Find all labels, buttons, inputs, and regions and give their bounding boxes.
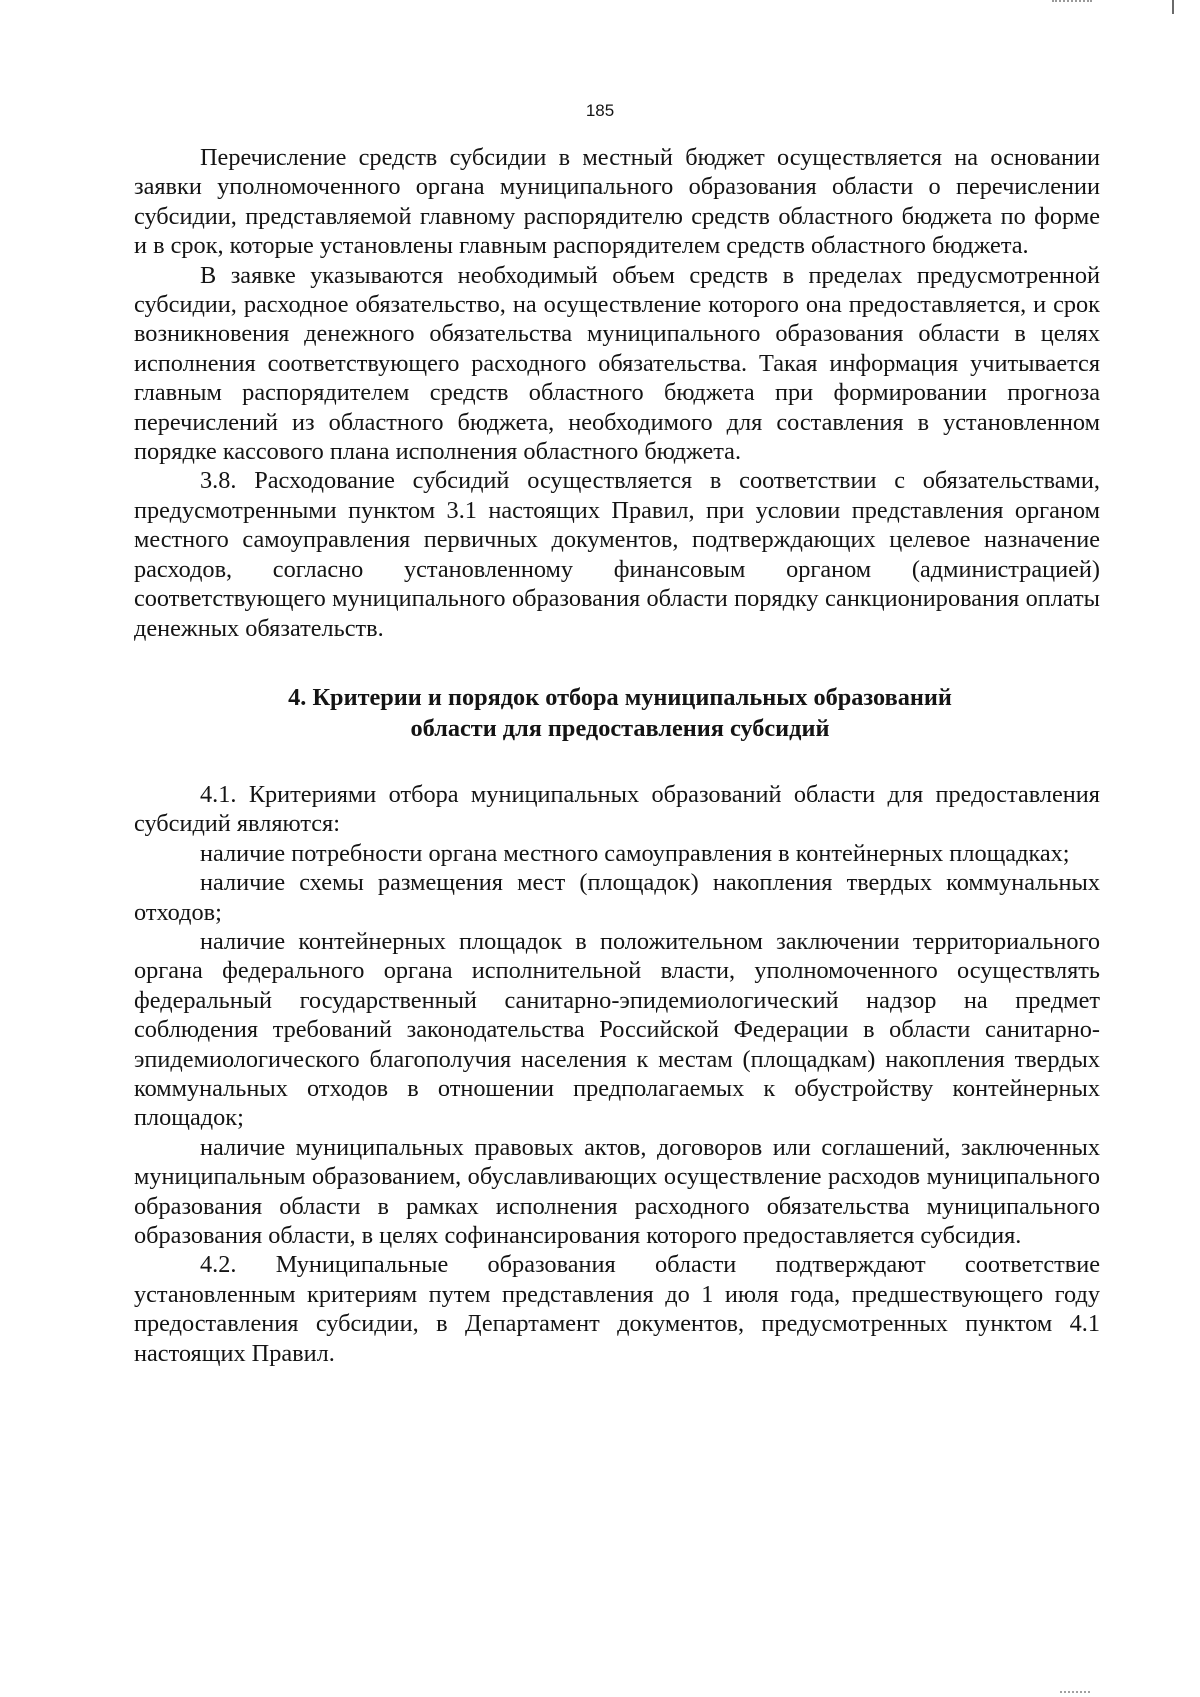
scan-artifact-tick [1172, 0, 1174, 14]
scan-artifact-top [1052, 0, 1092, 8]
paragraph-application-contents: В заявке указываются необходимый объем средств в пределах предусмотренной субсидии, расходное обязательство, на осуществление которого она предоставляется, и срок возникновения денежного обязательства муниципального образования области в целях исполнения соответствующего расходного обязательства. Такая информация учитывается главным распорядителем средств областного бюджета при формировании прогноза перечислений из областного бюджета, необходимого для составления в установленном порядке кассового плана исполнения областного бюджета. [134, 261, 1100, 466]
criterion-legal-acts: наличие муниципальных правовых актов, договоров или соглашений, заключенных муниципальным образованием, обуславливающих осуществление расходов муниципального образования области в рамках исполнения расходного обязательства муниципального образования области, в целях софинансирования которого предоставляется субсидия. [134, 1133, 1100, 1249]
criterion-placement-scheme: наличие схемы размещения мест (площадок) накопления твердых коммунальных отходов; [134, 869, 1100, 926]
paragraph-3-8: 3.8. Расходование субсидий осуществляется в соответствии с обязательствами, предусмотренными пунктом 3.1 настоящих Правил, при условии представления органом местного самоуправления первичных документов, подтверждающих целевое назначение расходов, согласно установленному финансовым органом (администрацией) соответствующего муниципального образования области порядку санкционирования оплаты денежных обязательств. [134, 467, 1100, 642]
section-heading-line-1: 4. Критерии и порядок отбора муниципальных образований [288, 683, 952, 711]
page-number: 185 [585, 101, 615, 120]
criterion-container-need: наличие потребности органа местного самоуправления в контейнерных площадках; [200, 839, 1070, 867]
paragraph-4-1: 4.1. Критериями отбора муниципальных образований области для предоставления субсидий являются: [134, 780, 1100, 838]
scan-artifact-bottom [1060, 1687, 1090, 1693]
section-heading-line-2: области для предоставления субсидий [410, 714, 830, 742]
paragraph-4-2: 4.2. Муниципальные образования области подтверждают соответствие установленным критериям путем представления до 1 июля года, предшествующего году предоставления субсидии, в Департамент документов, предусмотренных пунктом 4.1 настоящих Правил. [134, 1251, 1100, 1367]
section-heading [134, 682, 1100, 744]
paragraph-transfer-basis: Перечисление средств субсидии в местный бюджет осуществляется на основании заявки уполномоченного органа муниципального образования области о перечислении субсидии, представляемой главному распорядителю средств областного бюджета по форме и в срок, которые установлены главным распорядителем средств областного бюджета. [134, 144, 1100, 260]
document-body [134, 143, 1100, 1368]
criterion-sanitary-conclusion: наличие контейнерных площадок в положительном заключении территориального органа федерального органа исполнительной власти, уполномоченного осуществлять федеральный государственный санитарно-эпидемиологический надзор на предмет соблюдения требований законодательства Российской Федерации в области санитарно-эпидемиологического благополучия населения к местам (площадкам) накопления твердых коммунальных отходов в отношении предполагаемых к обустройству контейнерных площадок; [134, 927, 1100, 1132]
